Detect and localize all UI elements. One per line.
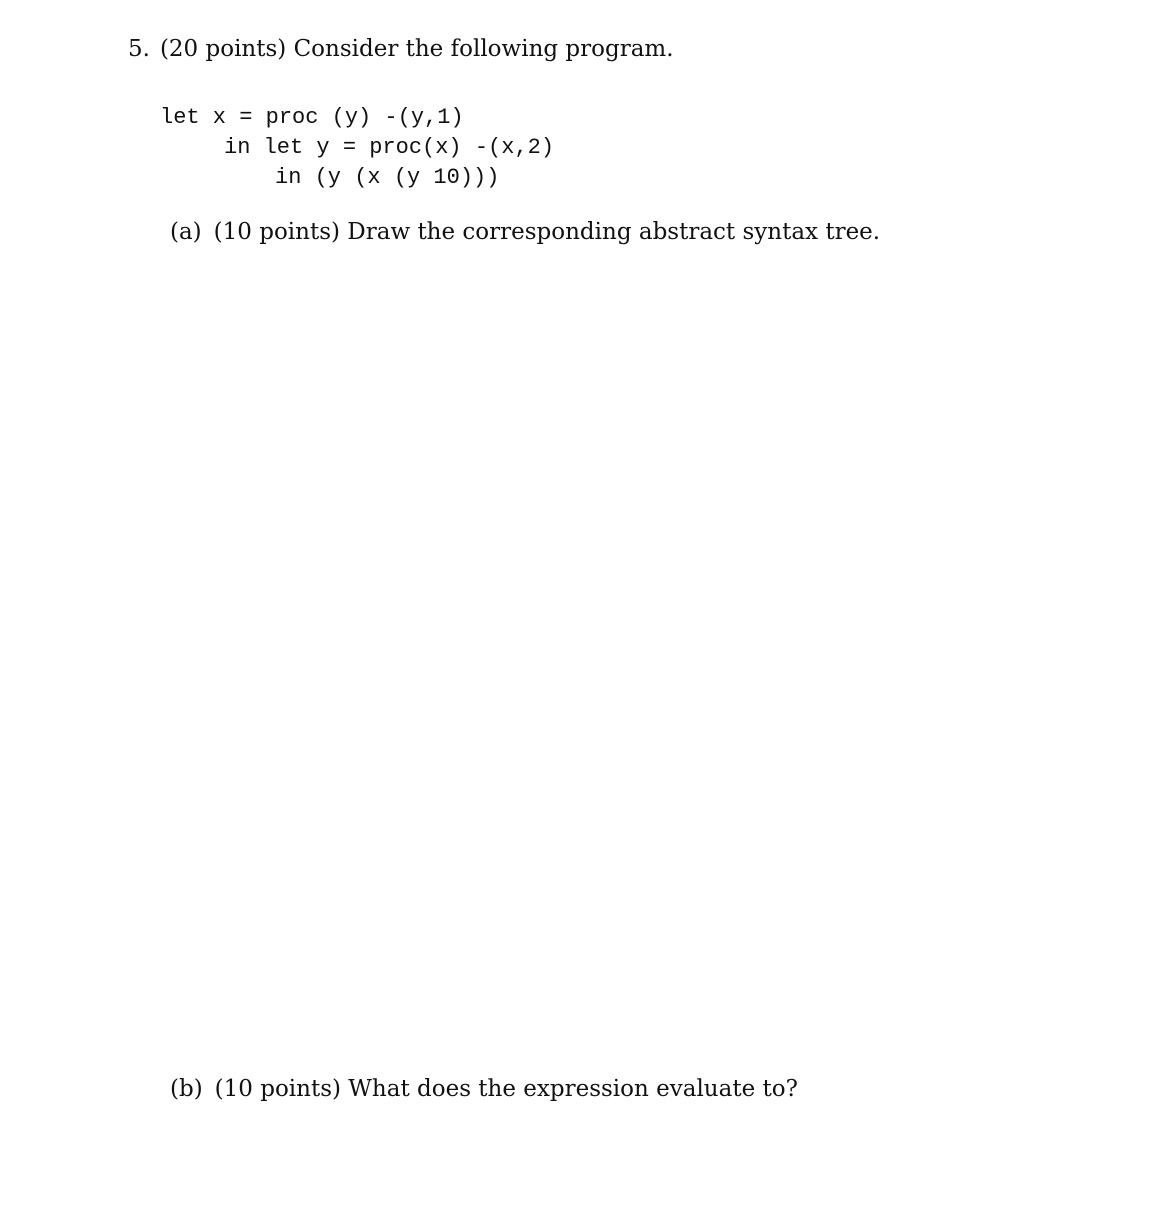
answer-space-b <box>170 1115 1070 1215</box>
question-number: 5. <box>128 36 150 62</box>
question-text: (20 points) Consider the following program. <box>159 36 674 62</box>
code-line-3: in (y (x (y 10))) <box>275 165 500 190</box>
question-header <box>128 36 674 62</box>
code-line-1: let x = proc (y) -(y,1) <box>160 105 464 130</box>
subpart-a <box>170 219 880 245</box>
code-line-2: in let y = proc(x) -(x,2) <box>224 135 555 160</box>
subpart-a-text: (10 points) Draw the corresponding abstract syntax tree. <box>213 219 881 245</box>
subpart-b-text: (10 points) What does the expression evaluate to? <box>214 1076 798 1102</box>
subpart-a-label: (a) <box>170 219 202 245</box>
subpart-b-label: (b) <box>170 1076 203 1102</box>
subpart-b <box>170 1076 798 1102</box>
answer-space-a <box>170 260 1070 1050</box>
